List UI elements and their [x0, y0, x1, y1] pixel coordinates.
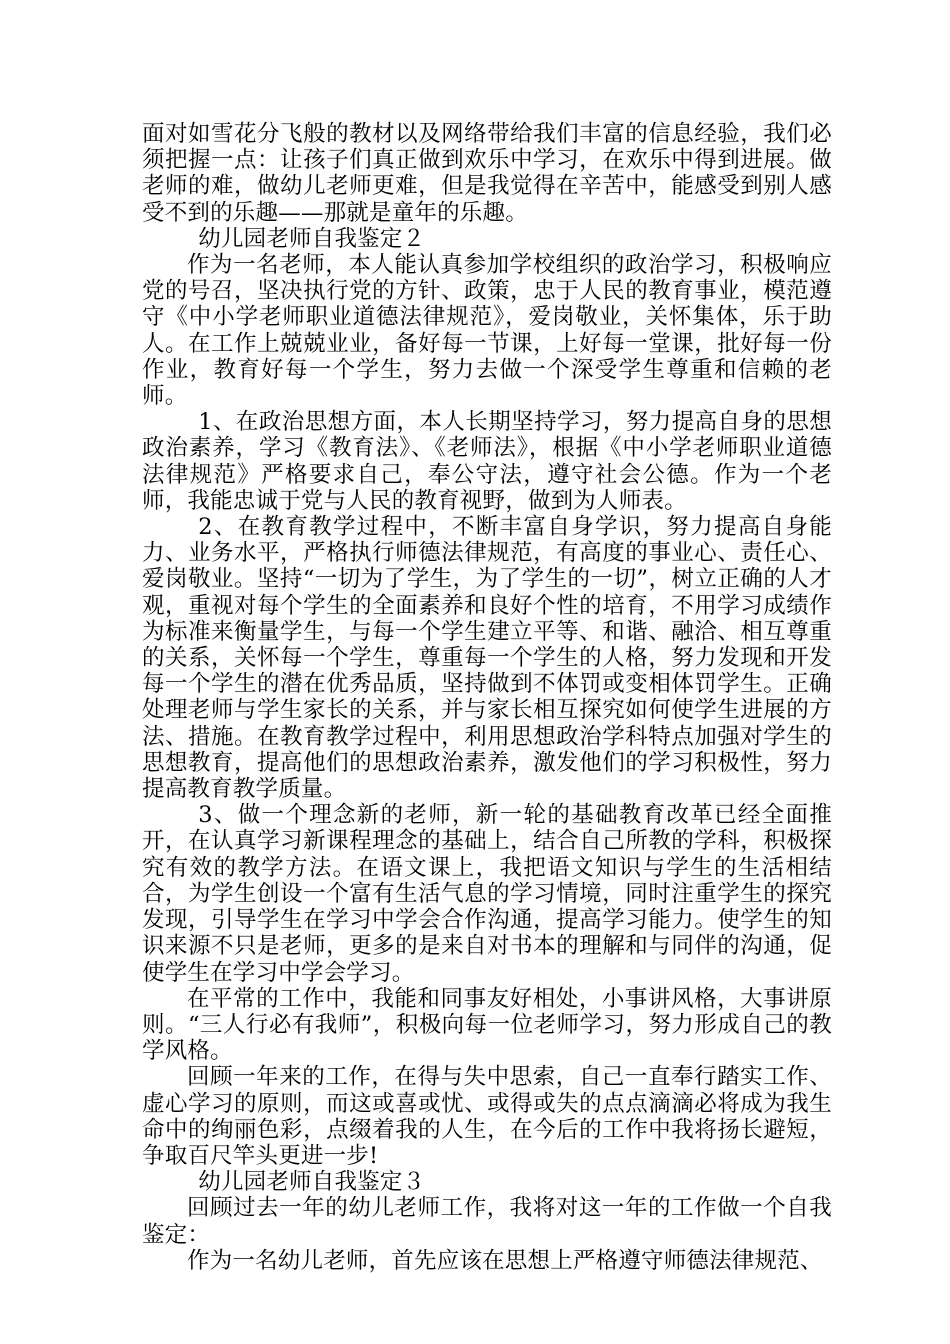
document-page: [142, 121, 832, 1274]
paragraph-continuation: 面对如雪花分飞般的教材以及网络带给我们丰富的信息经验，我们必须把握一点：让孩子们真正做到欢乐中学习，在欢乐中得到进展。做老师的难，做幼儿老师更难，但是我觉得在辛苦中，能感受到别人感受不到的乐趣——那就是童年的乐趣。: [142, 121, 832, 226]
paragraph-item-2: 2、在教育教学过程中，不断丰富自身学识，努力提高自身能力、业务水平，严格执行师德法律规范，有高度的事业心、责任心、爱岗敬业。坚持“一切为了学生，为了学生的一切”，树立正确的人才观，重视对每个学生的全面素养和良好个性的培育，不用学习成绩作为标准来衡量学生，与每一个学生建立平等、和谐、融洽、相互尊重的关系，关怀每一个学生，尊重每一个学生的人格，努力发现和开发每一个学生的潜在优秀品质，坚持做到不体罚或变相体罚学生。正确处理老师与学生家长的关系，并与家长相互探究如何使学生进展的方法、措施。在教育教学过程中，利用思想政治学科特点加强对学生的思想教育，提高他们的思想政治素养，激发他们的学习积极性，努力提高教育教学质量。: [142, 514, 832, 803]
paragraph-item-1: 1、在政治思想方面，本人长期坚持学习，努力提高自身的思想政治素养，学习《教育法》、《老师法》，根据《中小学老师职业道德法律规范》严格要求自己，奉公守法，遵守社会公德。作为一个老师，我能忠诚于党与人民的教育视野，做到为人师表。: [142, 409, 832, 514]
paragraph-last: 作为一名幼儿老师，首先应该在思想上严格遵守师德法律规范、: [187, 1247, 823, 1274]
paragraph-colleagues: 在平常的工作中，我能和同事友好相处，小事讲风格，大事讲原则。“三人行必有我师”，积极向每一位老师学习，努力形成自己的教学风格。: [142, 985, 832, 1065]
paragraph-review: 回顾一年来的工作，在得与失中思索，自己一直奉行踏实工作、虚心学习的原则，而这或喜或忧、或得或失的点点滴滴必将成为我生命中的绚丽色彩，点缀着我的人生，在今后的工作中我将扬长避短，争取百尺竿头更进一步!: [142, 1064, 832, 1169]
section-heading-2: 幼儿园老师自我鉴定２: [198, 225, 426, 252]
paragraph-item-3: 3、做一个理念新的老师，新一轮的基础教育改革已经全面推开，在认真学习新课程理念的基础上，结合自己所教的学科，积极探究有效的教学方法。在语文课上，我把语文知识与学生的生活相结合，为学生创设一个富有生活气息的学习情境，同时注重学生的探究发现，引导学生在学习中学会合作沟通，提高学习能力。使学生的知识来源不只是老师，更多的是来自对书本的理解和与同伴的沟通，促使学生在学习中学会学习。: [142, 802, 832, 986]
section-heading-3: 幼儿园老师自我鉴定３: [198, 1169, 426, 1196]
paragraph-intro-2: 作为一名老师，本人能认真参加学校组织的政治学习，积极响应党的号召，坚决执行党的方针、政策，忠于人民的教育事业，模范遵守《中小学老师职业道德法律规范》，爱岗敬业，关怀集体，乐于助人。在工作上兢兢业业，备好每一节课，上好每一堂课，批好每一份作业，教育好每一个学生，努力去做一个深受学生尊重和信赖的老师。: [142, 252, 832, 410]
paragraph-intro-3: 回顾过去一年的幼儿老师工作，我将对这一年的工作做一个自我鉴定：: [142, 1195, 832, 1248]
